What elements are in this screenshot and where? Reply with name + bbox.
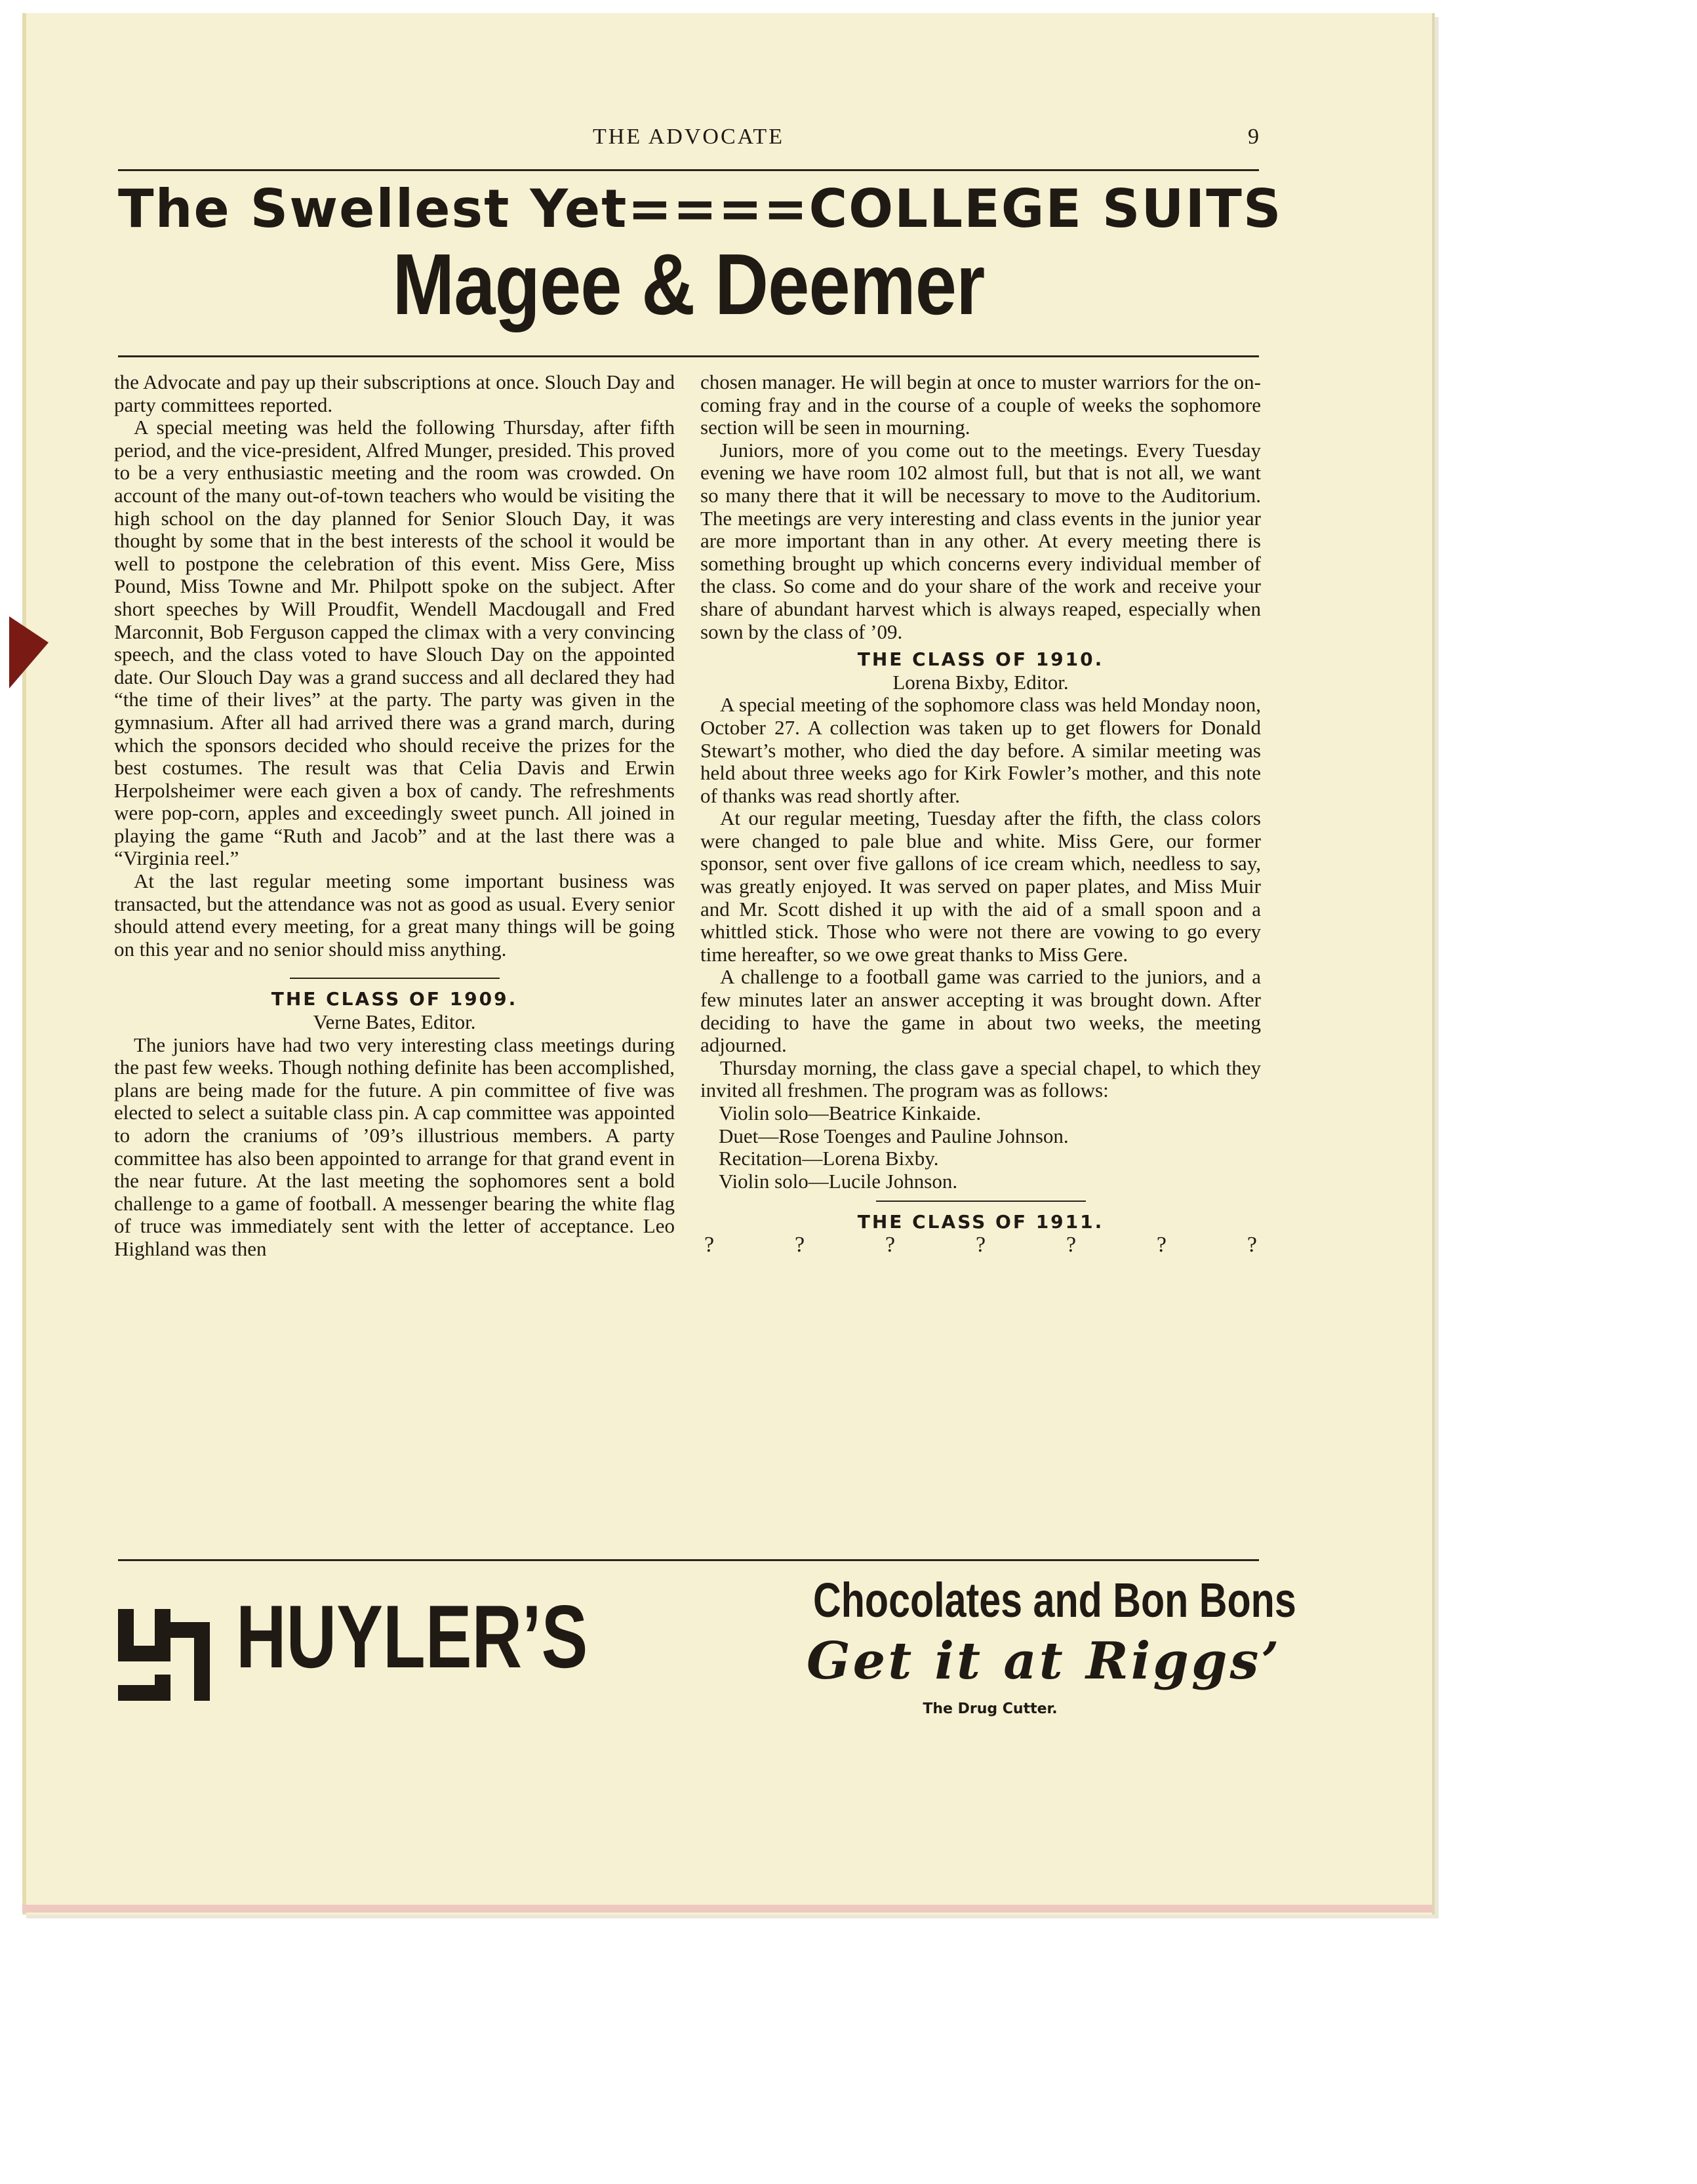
paragraph: Juniors, more of you come out to the meetings. Every Tuesday evening we have room 102 almost full, but that is not all, we want so many there that it will be necessary to move to the Auditorium. The meetings are very interesting and class events in the junior year are more important than in any other. At every meeting there is something brought up which concerns every individual member of the class. So come and do your share of the work and receive your share of abundant harvest which is always reaped, especially when sown by the class of ’09.	[700, 438, 1261, 643]
left-column	[114, 371, 675, 1261]
paragraph: A special meeting of the sophomore class was held Monday noon, October 27. A collection was taken up to get flowers for Donald Stewart’s mother, who died the day before. A similar meeting was held about three weeks ago for Kirk Fowler’s mother, and this note of thanks was read shortly after.	[700, 693, 1261, 807]
question-mark: ?	[704, 1232, 715, 1257]
question-mark: ?	[885, 1232, 896, 1257]
page-spine	[22, 13, 26, 1915]
program-item: Recitation—Lorena Bixby.	[719, 1147, 939, 1170]
bottom-advertisement	[118, 1572, 1296, 1749]
paragraph: A challenge to a football game was carried to the juniors, and a few minutes later an answer accepting it was brought down. After deciding to have the game in about two weeks, the meeting adjourned.	[700, 965, 1261, 1057]
paragraph: chosen manager. He will begin at once to muster warriors for the on-coming fray and in the course of a couple of weeks the sophomore section will be seen in mourning.	[700, 370, 1261, 439]
drug-cutter-line: The Drug Cutter.	[923, 1701, 1058, 1717]
section-heading-1909: THE CLASS OF 1909.	[271, 988, 518, 1010]
question-mark: ?	[1247, 1232, 1257, 1257]
ad-tagline: The Swellest Yet====COLLEGE SUITS	[118, 178, 1283, 239]
question-mark: ?	[975, 1232, 986, 1257]
section-editor-1909: Verne Bates, Editor.	[313, 1010, 476, 1034]
section-divider	[876, 1201, 1086, 1202]
question-mark: ?	[794, 1232, 805, 1257]
header-rule	[118, 169, 1259, 171]
program-item: Violin solo—Lucile Johnson.	[719, 1169, 958, 1193]
riggs-script: Get it at Riggs’	[807, 1631, 1282, 1691]
ad-top-rule	[118, 355, 1259, 357]
paragraph: the Advocate and pay up their subscriptions at once. Slouch Day and party committees reported.	[114, 370, 675, 416]
question-marks-row	[700, 1234, 1261, 1257]
section-heading-1911: THE CLASS OF 1911.	[857, 1211, 1104, 1233]
page-number: 9	[1248, 125, 1259, 149]
ad-store-name: Magee & Deemer	[392, 236, 985, 332]
program-item: Violin solo—Beatrice Kinkaide.	[719, 1102, 982, 1124]
question-mark: ?	[1066, 1232, 1077, 1257]
right-column	[700, 371, 1261, 1257]
page-edge	[22, 1905, 1432, 1913]
paragraph: The juniors have had two very interesting class meetings during the past few weeks. Though nothing definite has been accomplished, plans are being made for the future. A pin committee of five was elected to select a suitable class pin. A cap committee was appointed to adorn the craniums of ’09’s illustrious members. A party committee has also been appointed to arrange for that grand event in the near future. At the last meeting the sophomores sent a bold challenge to a game of football. A messenger bearing the white flag of truce was immediately sent with the letter of acceptance. Leo Highland was then	[114, 1033, 675, 1260]
section-heading-1910: THE CLASS OF 1910.	[857, 648, 1104, 671]
ink-blot	[9, 616, 49, 688]
ad-bottom-rule	[118, 1559, 1259, 1561]
paragraph: At the last regular meeting some important business was transacted, but the attendance was not as good as usual. Every senior should attend every meeting, for a great many things will be going on this year and no senior should miss anything.	[114, 869, 675, 961]
huyler-logo-icon	[118, 1609, 210, 1701]
section-divider	[290, 978, 500, 979]
paragraph: A special meeting was held the following Thursday, after fifth period, and the vice-president, Alfred Munger, presided. This proved to be a very enthusiastic meeting and the room was crowded. On account of the many out-of-town teachers who would be visiting the high school on the day planned for Senior Slouch Day, it was thought by some that in the best interests of the school it would be well to postpone the celebration of this event. Miss Gere, Miss Pound, Miss Towne and Mr. Philpott spoke on the subject. After short speeches by Will Proudfit, Wendell Macdougall and Fred Marconnit, Bob Ferguson capped the climax with a very convincing speech, and the class voted to have Slouch Day on the appointed date. Our Slouch Day was a grand success and all declared they had “the time of their lives” at the party. The party was given in the gymnasium. After all had arrived there was a grand march, during which the sponsors decided who should receive the prizes for the best costumes. The result was that Celia Davis and Erwin Herpolsheimer were each given a box of candy. The refreshments were pop-corn, apples and exceedingly sweet punch. All joined in playing the game “Ruth and Jacob” and at the last there was a “Virginia reel.”	[114, 416, 675, 870]
chocolates-line: Chocolates and Bon Bons	[813, 1573, 1296, 1627]
question-mark: ?	[1156, 1232, 1167, 1257]
program-item: Duet—Rose Toenges and Pauline Johnson.	[719, 1124, 1069, 1147]
paragraph: At our regular meeting, Tuesday after the fifth, the class colors were changed to pale blue and white. Miss Gere, our former sponsor, sent over five gallons of ice cream which, needless to say, was greatly enjoyed. It was served on paper plates, and Miss Muir and Mr. Scott dished it up with the aid of a small spoon and a whittled stick. Those who were not there are vowing to go every time hereafter, so we owe great thanks to Miss Gere.	[700, 806, 1261, 966]
paragraph: Thursday morning, the class gave a special chapel, to which they invited all freshmen. The program was as follows:	[700, 1056, 1261, 1102]
running-header	[118, 125, 1259, 151]
section-editor-1910: Lorena Bixby, Editor.	[892, 670, 1069, 694]
huyler-brand: HUYLER’S	[236, 1587, 588, 1686]
publication-title: THE ADVOCATE	[593, 125, 784, 149]
